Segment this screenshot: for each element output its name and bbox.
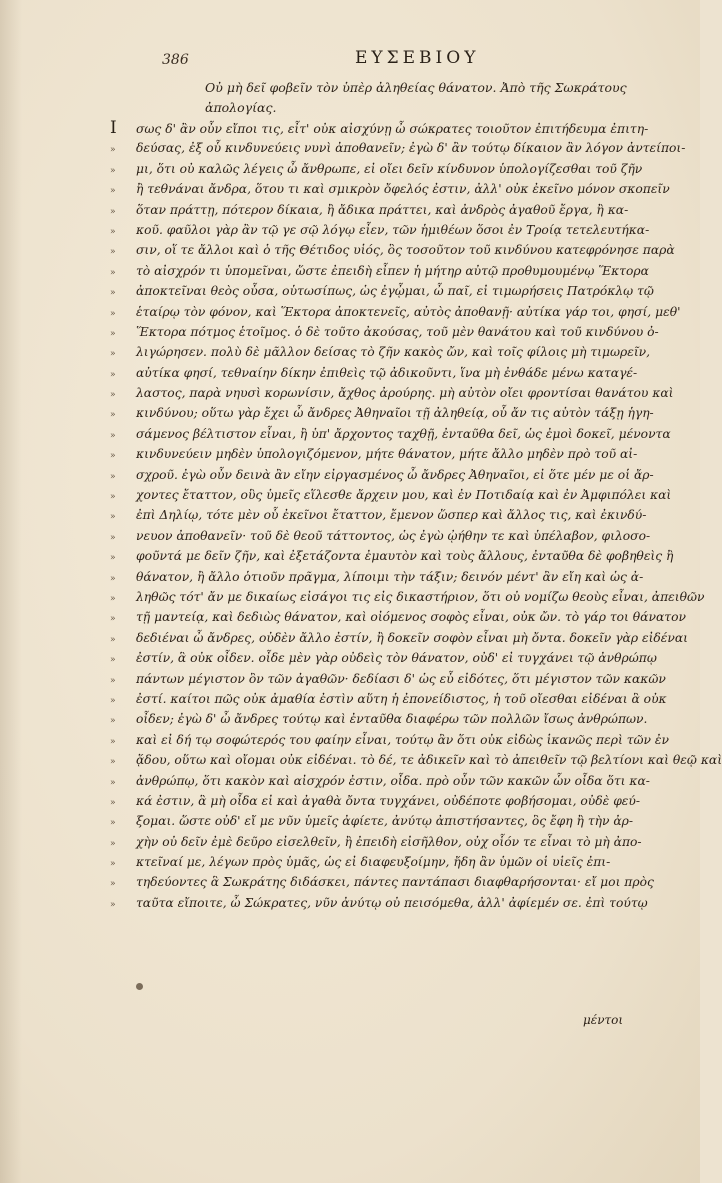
quote-marker: »	[110, 206, 116, 217]
text-line	[110, 607, 686, 627]
quote-marker: »	[110, 267, 116, 278]
text-line	[110, 281, 654, 301]
line-text: λιγώρησεν. πολὺ δὲ μᾶλλον δείσας τὸ ζῆν κακὸς ὤν, καὶ τοῖς φίλοις μὴ τιμωρεῖν,	[136, 345, 651, 360]
text-line	[110, 118, 650, 138]
line-text: κοῦ. φαῦλοι γὰρ ἂν τῷ γε σῷ λόγῳ εἶεν, τῶν ἡμιθέων ὅσοι ἐν Τροίᾳ τετελευτήκα-	[136, 222, 650, 237]
quote-marker: »	[110, 328, 116, 339]
line-text: ταῦτα εἴποιτε, ὦ Σώκρατες, νῦν ἀνύτῳ οὐ πεισόμεθα, ἀλλ' ἀφίεμέν σε. ἐπὶ τούτῳ	[136, 895, 648, 910]
quote-marker: »	[110, 675, 116, 686]
initial-letter: Ι	[110, 118, 117, 138]
quote-marker: »	[110, 573, 116, 584]
quote-marker: »	[110, 634, 116, 645]
quote-marker: »	[110, 777, 116, 788]
text-line	[110, 893, 650, 913]
text-line	[110, 383, 674, 403]
line-text: κινδυνεύειν μηδὲν ὑπολογιζόμενον, μήτε θάνατον, μήτε ἄλλο μηδὲν πρὸ τοῦ αἰ-	[136, 447, 638, 462]
quote-marker: »	[110, 471, 116, 482]
text-line	[110, 200, 650, 220]
text-line	[110, 587, 705, 607]
text-line	[110, 424, 671, 444]
quote-marker: »	[110, 145, 116, 156]
quote-marker: »	[110, 695, 116, 706]
text-line	[110, 689, 667, 709]
ink-blot	[136, 983, 143, 990]
line-text: σάμενος βέλτιστον εἶναι, ἢ ὑπ' ἄρχοντος ταχθῇ, ἐνταῦθα δεῖ, ὡς ἐμοὶ δοκεῖ, μένοντα	[136, 426, 671, 441]
quote-marker: »	[110, 736, 116, 747]
quote-marker: »	[110, 512, 116, 523]
quote-marker: »	[110, 818, 116, 829]
line-text: κά ἐστιν, ἃ μὴ οἶδα εἰ καὶ ἀγαθὰ ὄντα τυγχάνει, οὐδέποτε φοβήσομαι, οὐδὲ φεύ-	[136, 793, 641, 808]
text-line	[110, 179, 670, 199]
quote-marker: »	[110, 859, 116, 870]
quote-marker: »	[110, 655, 116, 666]
text-line	[110, 526, 650, 546]
line-text: ἐπὶ Δηλίῳ, τότε μὲν οὗ ἐκεῖνοι ἔταττον, ἔμενον ὥσπερ καὶ ἄλλος τις, καὶ ἐκινδύ-	[136, 508, 647, 523]
text-line	[110, 730, 669, 750]
text-line	[110, 505, 650, 525]
quote-marker: »	[110, 797, 116, 808]
quote-marker: »	[110, 879, 116, 890]
quote-marker: »	[110, 593, 116, 604]
quote-marker: »	[110, 492, 116, 503]
text-line	[110, 465, 654, 485]
text-line	[110, 322, 659, 342]
quote-marker: »	[110, 532, 116, 543]
text-line	[110, 669, 666, 689]
line-text: ἀνθρώπῳ, ὅτι κακὸν καὶ αἰσχρόν ἐστιν, οἶδα. πρὸ οὖν τῶν κακῶν ὧν οἶδα ὅτι κα-	[136, 773, 650, 788]
quote-marker: »	[110, 226, 116, 237]
text-line	[110, 220, 650, 240]
text-line	[110, 750, 722, 770]
text-line	[110, 872, 654, 892]
text-line	[110, 791, 650, 811]
quote-marker: »	[110, 716, 116, 727]
line-text: δεύσας, ἐξ οὗ κινδυνεύεις νυνὶ ἀποθανεῖν; ἐγὼ δ' ἂν τούτῳ δίκαιον ἂν λόγον ἀντείποι-	[136, 141, 686, 156]
line-text: τηδεύοντες ἃ Σωκράτης διδάσκει, πάντες παντάπασι διαφθαρήσονται· εἴ μοι πρὸς	[136, 875, 654, 890]
binding-shadow	[0, 0, 22, 1183]
text-line	[110, 138, 686, 158]
text-line	[110, 567, 650, 587]
text-line	[110, 444, 650, 464]
line-text: ἑταίρῳ τὸν φόνον, καὶ Ἕκτορα ἀποκτενεῖς, αὐτὸς ἀποθανῇ· αὐτίκα γάρ τοι, φησί, μεθ'	[136, 304, 681, 319]
line-text: πάντων μέγιστον ὂν τῶν ἀγαθῶν· δεδίασι δ' ὡς εὖ εἰδότες, ὅτι μέγιστον τῶν κακῶν	[136, 671, 666, 686]
line-text: ᾅδου, οὕτω καὶ οἴομαι οὐκ εἰδέναι. τὸ δέ, τε ἀδικεῖν καὶ τὸ ἀπειθεῖν τῷ βελτίονι καὶ θεῷ καὶ	[136, 753, 722, 768]
text-line	[110, 628, 689, 648]
text-line	[110, 811, 650, 831]
quote-marker: »	[110, 451, 116, 462]
quote-marker: »	[110, 349, 116, 360]
quote-marker: »	[110, 308, 116, 319]
line-text: καὶ εἰ δή τῳ σοφώτερός του φαίην εἶναι, τούτῳ ἂν ὅτι οὐκ εἰδὼς ἱκανῶς περὶ τῶν ἐν	[136, 732, 669, 747]
line-text: ληθῶς τότ' ἄν με δικαίως εἰσάγοι τις εἰς δικαστήριον, ὅτι οὐ νομίζω θεοὺς εἶναι, ἀπειθῶν	[136, 589, 705, 604]
quote-marker: »	[110, 165, 116, 176]
line-text: τὸ αἰσχρόν τι ὑπομεῖναι, ὥστε ἐπειδὴ εἶπεν ἡ μήτηρ αὐτῷ προθυμουμένῳ Ἕκτορα	[136, 263, 649, 278]
quote-marker: »	[110, 553, 116, 564]
line-text: λαστος, παρὰ νηυσὶ κορωνίσιν, ἄχθος ἀρούρης. μὴ αὐτὸν οἴει φροντίσαι θανάτου καὶ	[136, 386, 674, 401]
line-text: οἶδεν; ἐγὼ δ' ὦ ἄνδρες τούτῳ καὶ ἐνταῦθα διαφέρω τῶν πολλῶν ἴσως ἀνθρώπων.	[136, 712, 648, 727]
text-line	[110, 832, 650, 852]
running-head: ΕΥΣΕΒΙΟΥ	[355, 48, 480, 68]
line-text: τῇ μαντείᾳ, καὶ δεδιὼς θάνατον, καὶ οἰόμενος σοφὸς εἶναι, οὐκ ὤν. τὸ γάρ τοι θάνατον	[136, 610, 686, 625]
line-text: σιν, οἵ τε ἄλλοι καὶ ὁ τῆς Θέτιδος υἱός, ὃς τοσοῦτον τοῦ κινδύνου κατεφρόνησε παρὰ	[136, 243, 675, 258]
line-text: ξομαι. ὥστε οὐδ' εἴ με νῦν ὑμεῖς ἀφίετε, ἀνύτῳ ἀπιστήσαντες, ὃς ἔφη ἢ τὴν ἀρ-	[136, 814, 634, 829]
catchword: μέντοι	[583, 1013, 624, 1027]
line-text: δεδιέναι ὦ ἄνδρες, οὐδὲν ἄλλο ἐστίν, ἢ δοκεῖν σοφὸν εἶναι μὴ ὄντα. δοκεῖν γὰρ εἰδέναι	[136, 630, 689, 645]
line-text: φοῦντά με δεῖν ζῆν, καὶ ἐξετάζοντα ἐμαυτὸν καὶ τοὺς ἄλλους, ἐνταῦθα δὲ φοβηθεὶς ἢ	[136, 549, 674, 564]
text-line	[110, 648, 657, 668]
quote-marker: »	[110, 186, 116, 197]
line-text: ἐστί. καίτοι πῶς οὐκ ἀμαθία ἐστὶν αὕτη ἡ ἐπονείδιστος, ἡ τοῦ οἴεσθαι εἰδέναι ἃ οὐκ	[136, 691, 667, 706]
line-text: σως δ' ἂν οὖν εἴποι τις, εἶτ' οὐκ αἰσχύνῃ ὦ σώκρατες τοιοῦτον ἐπιτήδευμα ἐπιτη-	[136, 122, 649, 136]
text-line	[110, 342, 650, 362]
text-line	[110, 485, 672, 505]
text-line	[110, 403, 654, 423]
quote-marker: »	[110, 614, 116, 625]
quote-marker: »	[110, 390, 116, 401]
quote-marker: »	[110, 288, 116, 299]
quote-marker: »	[110, 899, 116, 910]
main-text-block	[110, 118, 722, 913]
quote-marker: »	[110, 757, 116, 768]
line-text: ἀποκτεῖναι θεὸς οὖσα, οὑτωσίπως, ὡς ἐγᾦμαι, ὦ παῖ, εἰ τιμωρήσεις Πατρόκλῳ τῷ	[136, 284, 654, 299]
text-line	[110, 159, 650, 179]
line-text: ὅταν πράττῃ, πότερον δίκαια, ἢ ἄδικα πράττει, καὶ ἀνδρὸς ἀγαθοῦ ἔργα, ἢ κα-	[136, 202, 629, 217]
quote-marker: »	[110, 430, 116, 441]
text-line	[110, 302, 681, 322]
text-line	[110, 771, 650, 791]
line-text: ἢ τεθνάναι ἄνδρα, ὅτου τι καὶ σμικρὸν ὄφελός ἐστιν, ἀλλ' οὐκ ἐκεῖνο μόνον σκοπεῖν	[136, 182, 670, 197]
text-line	[110, 709, 650, 729]
line-text: αὐτίκα φησί, τεθναίην δίκην ἐπιθεὶς τῷ ἀδικοῦντι, ἵνα μὴ ἐνθάδε μένω καταγέ-	[136, 365, 638, 380]
line-text: κτεῖναί με, λέγων πρὸς ὑμᾶς, ὡς εἰ διαφευξοίμην, ἤδη ἂν ὑμῶν οἱ υἱεῖς ἐπι-	[136, 855, 611, 870]
quote-marker: »	[110, 247, 116, 258]
text-line	[110, 546, 674, 566]
line-text: Ἕκτορα πότμος ἑτοῖμος. ὁ δὲ τοῦτο ἀκούσας, τοῦ μὲν θανάτου καὶ τοῦ κινδύνου ὀ-	[136, 324, 659, 339]
line-text: χοντες ἔταττον, οὓς ὑμεῖς εἵλεσθε ἄρχειν μου, καὶ ἐν Ποτιδαίᾳ καὶ ἐν Ἀμφιπόλει καὶ	[136, 488, 672, 503]
section-heading: Οὐ μὴ δεῖ φοβεῖν τὸν ὑπὲρ ἀληθείας θάνατον. Ἀπὸ τῆς Σωκράτους ἀπολογίας.	[205, 80, 627, 115]
quote-marker: »	[110, 410, 116, 421]
line-text: ἐστίν, ἃ οὐκ οἶδεν. οἶδε μὲν γὰρ οὐδεὶς τὸν θάνατον, οὐδ' εἰ τυγχάνει τῷ ἀνθρώπῳ	[136, 651, 657, 666]
line-text: χὴν οὐ δεῖν ἐμὲ δεῦρο εἰσελθεῖν, ἢ ἐπειδὴ εἰσῆλθον, οὐχ οἷόν τε εἶναι τὸ μὴ ἀπο-	[136, 834, 642, 849]
line-text: θάνατον, ἢ ἄλλο ὁτιοῦν πρᾶγμα, λίποιμι τὴν τάξιν; δεινόν μέντ' ἂν εἴη καὶ ὡς ἀ-	[136, 569, 644, 584]
text-line	[110, 261, 650, 281]
quote-marker: »	[110, 369, 116, 380]
line-text: μι, ὅτι οὐ καλῶς λέγεις ὦ ἄνθρωπε, εἰ οἴει δεῖν κίνδυνον ὑπολογίζεσθαι τοῦ ζῆν	[136, 161, 643, 176]
page-number: 386	[162, 52, 189, 68]
line-text: σχροῦ. ἐγὼ οὖν δεινὰ ἂν εἴην εἰργασμένος ὦ ἄνδρες Ἀθηναῖοι, εἰ ὅτε μέν με οἱ ἄρ-	[136, 467, 654, 482]
quote-marker: »	[110, 838, 116, 849]
line-text: κινδύνου; οὕτω γὰρ ἔχει ὦ ἄνδρες Ἀθηναῖοι τῇ ἀληθείᾳ, οὗ ἄν τις αὑτὸν τάξῃ ἡγη-	[136, 406, 654, 421]
line-text: νευον ἀποθανεῖν· τοῦ δὲ θεοῦ τάττοντος, ὡς ἐγὼ ᾠήθην τε καὶ ὑπέλαβον, φιλοσο-	[136, 528, 651, 543]
text-line	[110, 240, 675, 260]
text-line	[110, 363, 650, 383]
text-line	[110, 852, 650, 872]
